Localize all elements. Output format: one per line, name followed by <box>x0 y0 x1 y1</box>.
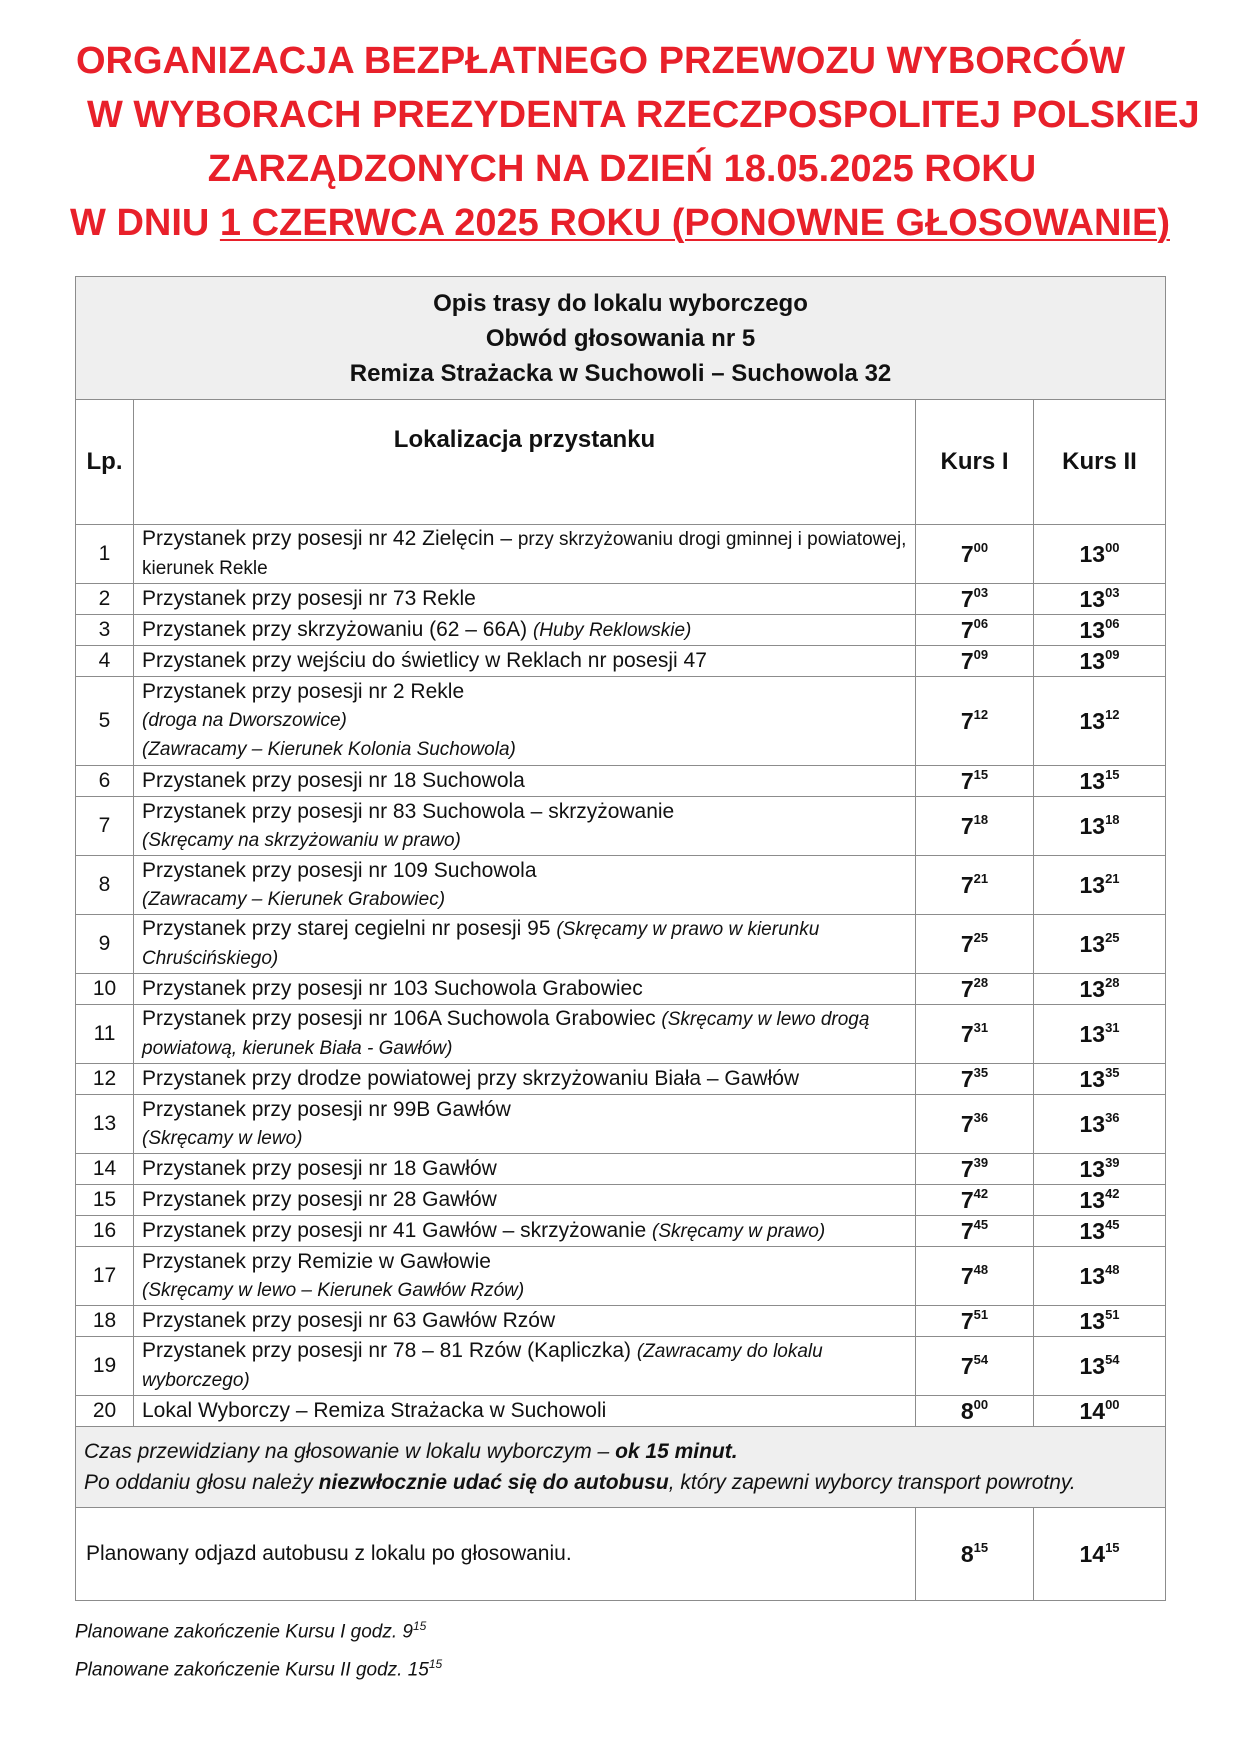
departure-label: Planowany odjazd autobusu z lokalu po głosowaniu. <box>76 1508 916 1601</box>
table-row <box>76 1064 1166 1095</box>
kurs-1-time <box>916 1306 1034 1337</box>
stop-name: Przystanek przy posesji nr 42 Zielęcin – <box>142 527 518 550</box>
kurs-2-time-minute: 35 <box>1105 1064 1120 1080</box>
departure-row <box>76 1508 1166 1601</box>
kurs-2-time-hour: 13 <box>1079 1065 1106 1092</box>
col-lp: Lp. <box>76 400 134 525</box>
stop-location <box>134 525 916 584</box>
kurs-2-time-hour: 13 <box>1079 1262 1106 1289</box>
kurs-2-time-minute: 36 <box>1105 1109 1120 1125</box>
return-note-bold: niezwłocznie udać się do autobusu <box>318 1471 669 1494</box>
footer-kurs-2-min: 15 <box>428 1657 443 1672</box>
kurs-2-time-hour: 13 <box>1079 540 1106 567</box>
kurs-1-time <box>916 974 1034 1005</box>
kurs-1-time <box>916 856 1034 915</box>
stop-direction-note: (Skręcamy w lewo – Kierunek Gawłów Rzów) <box>142 1279 525 1301</box>
stop-name: Przystanek przy posesji nr 103 Suchowola Grabowiec <box>142 977 643 1000</box>
stop-direction-note: (Huby Reklowskie) <box>532 619 692 641</box>
kurs-1-time <box>916 1154 1034 1185</box>
row-number: 10 <box>76 974 134 1005</box>
row-number: 12 <box>76 1064 134 1095</box>
kurs-1-time-minute: 54 <box>973 1351 989 1367</box>
kurs-1-time-hour: 7 <box>960 647 974 674</box>
stop-location <box>134 797 916 856</box>
title-line-4 <box>0 196 1240 250</box>
stop-direction-note: (Skręcamy w lewo) <box>142 1127 303 1149</box>
kurs-1-time-minute: 15 <box>973 766 989 782</box>
kurs-1-time-hour: 7 <box>960 812 974 839</box>
table-row <box>76 1154 1166 1185</box>
table-row <box>76 1095 1166 1154</box>
row-number: 7 <box>76 797 134 856</box>
kurs-2-time-minute: 18 <box>1105 811 1120 827</box>
footer-kurs-1-text: Planowane zakończenie Kursu I godz. 9 <box>75 1621 413 1643</box>
return-note-prefix: Po oddaniu głosu należy <box>84 1471 319 1494</box>
kurs-2-time-hour: 13 <box>1079 1155 1106 1182</box>
kurs-1-time <box>916 646 1034 677</box>
stop-location <box>134 1185 916 1216</box>
stop-name: Lokal Wyborczy – Remiza Strażacka w Suchowoli <box>142 1399 607 1422</box>
column-header-row <box>76 400 1166 525</box>
stop-name: Przystanek przy wejściu do świetlicy w Reklach nr posesji 47 <box>142 649 707 672</box>
stop-name: Przystanek przy starej cegielni nr posesji 95 <box>142 917 557 940</box>
footer-kurs-2-end <box>75 1648 442 1686</box>
table-row <box>76 766 1166 797</box>
stop-direction-note: (Zawracamy do lokalu wyborczego) <box>142 1341 823 1391</box>
table-row <box>76 797 1166 856</box>
route-description <box>76 277 1166 400</box>
stop-name: Przystanek przy skrzyżowaniu (62 – 66A) <box>142 617 533 641</box>
kurs-2-time-hour: 14 <box>1079 1397 1106 1424</box>
kurs-1-time-hour: 7 <box>960 540 974 567</box>
kurs-2-time-minute: 48 <box>1105 1261 1120 1277</box>
row-number: 16 <box>76 1216 134 1247</box>
kurs-1-time <box>916 525 1034 584</box>
kurs-1-time-hour: 7 <box>960 1217 974 1244</box>
kurs-2-time <box>1034 525 1166 584</box>
stop-direction-note: (Skręcamy w prawo) <box>652 1220 826 1242</box>
stop-location <box>134 1095 916 1154</box>
stop-location <box>134 1306 916 1337</box>
kurs-1-time-minute: 18 <box>973 811 989 827</box>
kurs-2-time <box>1034 1216 1166 1247</box>
stop-location <box>134 615 916 646</box>
kurs-1-time-minute: 51 <box>973 1306 989 1322</box>
table-row <box>76 615 1166 646</box>
title-line-3: ZARZĄDZONYCH NA DZIEŃ 18.05.2025 ROKU <box>207 148 1037 190</box>
kurs-1-time-hour: 7 <box>960 1110 974 1137</box>
col-kurs-2: Kurs II <box>1034 400 1166 525</box>
table-row <box>76 1185 1166 1216</box>
row-number: 20 <box>76 1396 134 1427</box>
kurs-1-time-minute: 12 <box>973 706 989 722</box>
kurs-2-time <box>1034 1185 1166 1216</box>
stop-direction-note: (Skręcamy w prawo w kierunku Chruścińskiego) <box>142 919 820 969</box>
stop-name: Przystanek przy posesji nr 73 Rekle <box>142 587 476 610</box>
kurs-1-time-hour: 7 <box>960 1065 974 1092</box>
kurs-1-time-minute: 31 <box>973 1019 989 1035</box>
table-row <box>76 1337 1166 1396</box>
stop-location <box>134 974 916 1005</box>
voting-time-note <box>84 1436 1157 1467</box>
kurs-1-time-minute: 36 <box>973 1109 989 1125</box>
title-line-4-prefix: W DNIU <box>70 202 220 244</box>
row-number: 6 <box>76 766 134 797</box>
table-row <box>76 525 1166 584</box>
row-number: 17 <box>76 1247 134 1306</box>
kurs-1-time-hour: 7 <box>960 616 974 643</box>
departure-kurs-2-hour: 14 <box>1079 1540 1106 1567</box>
kurs-1-time <box>916 915 1034 974</box>
stop-location <box>134 915 916 974</box>
kurs-2-time-hour: 13 <box>1079 930 1106 957</box>
kurs-2-time <box>1034 615 1166 646</box>
district-number: Obwód głosowania nr 5 <box>485 324 756 352</box>
stop-direction-note: (Zawracamy – Kierunek Grabowiec) <box>142 888 446 910</box>
kurs-2-time-hour: 13 <box>1079 767 1106 794</box>
row-number: 18 <box>76 1306 134 1337</box>
kurs-2-time <box>1034 1337 1166 1396</box>
kurs-1-time-minute: 28 <box>973 974 989 990</box>
kurs-1-time-minute: 09 <box>973 646 989 662</box>
table-row <box>76 1306 1166 1337</box>
kurs-1-time-minute: 03 <box>973 584 989 600</box>
kurs-2-time-minute: 21 <box>1105 870 1120 886</box>
kurs-2-time-minute: 12 <box>1105 706 1120 722</box>
stop-location <box>134 1337 916 1396</box>
schedule-table <box>75 276 1166 1601</box>
kurs-1-time-minute: 00 <box>973 1396 989 1412</box>
kurs-2-time-minute: 25 <box>1105 929 1120 945</box>
kurs-2-time <box>1034 677 1166 766</box>
voting-time-value: ok 15 minut. <box>615 1440 738 1463</box>
kurs-2-time-hour: 13 <box>1079 616 1106 643</box>
table-row <box>76 974 1166 1005</box>
kurs-2-time-minute: 15 <box>1105 766 1120 782</box>
table-header-row <box>76 277 1166 400</box>
document-title <box>0 34 1240 250</box>
kurs-1-time <box>916 1064 1034 1095</box>
kurs-2-time-minute: 09 <box>1105 646 1120 662</box>
kurs-2-time <box>1034 915 1166 974</box>
stop-name: Przystanek przy posesji nr 2 Rekle <box>142 680 465 703</box>
stop-name: Przystanek przy Remizie w Gawłowie <box>142 1249 491 1273</box>
departure-kurs-1-minute: 15 <box>973 1539 989 1555</box>
table-row <box>76 677 1166 766</box>
kurs-2-time-minute: 00 <box>1105 1396 1120 1412</box>
stop-detail: przy skrzyżowaniu drogi gminnej i powiatowej, kierunek Rekle <box>142 529 907 579</box>
kurs-1-time-hour: 7 <box>960 767 974 794</box>
stop-location <box>134 1216 916 1247</box>
departure-kurs-2-minute: 15 <box>1105 1539 1120 1555</box>
kurs-2-time-hour: 13 <box>1079 1020 1106 1047</box>
row-number: 13 <box>76 1095 134 1154</box>
kurs-2-time <box>1034 584 1166 615</box>
kurs-1-time <box>916 1185 1034 1216</box>
kurs-1-time <box>916 1396 1034 1427</box>
stop-name: Przystanek przy posesji nr 28 Gawłów <box>142 1188 497 1211</box>
kurs-1-time <box>916 615 1034 646</box>
kurs-2-time <box>1034 856 1166 915</box>
kurs-2-time-minute: 31 <box>1105 1019 1120 1035</box>
stop-name: Przystanek przy posesji nr 63 Gawłów Rzów <box>142 1309 556 1332</box>
kurs-1-time-minute: 39 <box>973 1154 989 1170</box>
kurs-1-time <box>916 1005 1034 1064</box>
stop-location <box>134 1064 916 1095</box>
kurs-2-time-minute: 42 <box>1105 1185 1120 1201</box>
stop-location <box>134 584 916 615</box>
kurs-1-time-minute: 06 <box>973 615 989 631</box>
kurs-2-time <box>1034 974 1166 1005</box>
table-row <box>76 856 1166 915</box>
kurs-2-time-minute: 54 <box>1105 1351 1120 1367</box>
voting-note <box>76 1427 1166 1508</box>
voting-time-text: Czas przewidziany na głosowanie w lokalu wyborczym – <box>84 1440 616 1463</box>
kurs-2-time-hour: 13 <box>1079 1186 1106 1213</box>
stop-name: Przystanek przy drodze powiatowej przy skrzyżowaniu Biała – Gawłów <box>142 1067 800 1090</box>
kurs-2-time-minute: 28 <box>1105 974 1120 990</box>
kurs-2-time-hour: 13 <box>1079 585 1106 612</box>
kurs-1-time <box>916 584 1034 615</box>
title-line-1: ORGANIZACJA BEZPŁATNEGO PRZEWOZU WYBORCÓW <box>76 40 1126 82</box>
stop-direction-note: (droga na Dworszowice) <box>142 710 347 731</box>
kurs-1-time-hour: 7 <box>960 1155 974 1182</box>
table-row <box>76 1396 1166 1427</box>
stop-location <box>134 646 916 677</box>
kurs-2-time-hour: 13 <box>1079 812 1106 839</box>
kurs-2-time-hour: 13 <box>1079 1217 1106 1244</box>
footer-kurs-1-end <box>75 1610 442 1648</box>
stop-location <box>134 1005 916 1064</box>
kurs-1-time-hour: 7 <box>960 1020 974 1047</box>
row-number: 9 <box>76 915 134 974</box>
kurs-1-time <box>916 677 1034 766</box>
stop-location <box>134 1396 916 1427</box>
table-row <box>76 1247 1166 1306</box>
kurs-1-time-hour: 7 <box>960 930 974 957</box>
row-number: 2 <box>76 584 134 615</box>
kurs-1-time-hour: 7 <box>960 1352 974 1379</box>
kurs-1-time <box>916 797 1034 856</box>
col-location: Lokalizacja przystanku <box>134 400 916 525</box>
stop-name: Przystanek przy posesji nr 41 Gawłów – skrzyżowanie <box>142 1218 653 1242</box>
stop-direction-note: (Skręcamy na skrzyżowaniu w prawo) <box>142 829 461 851</box>
stop-location <box>134 1154 916 1185</box>
stop-name: Przystanek przy posesji nr 78 – 81 Rzów (Kapliczka) <box>142 1339 637 1362</box>
voting-note-row <box>76 1427 1166 1508</box>
row-number: 14 <box>76 1154 134 1185</box>
kurs-2-time-hour: 13 <box>1079 1307 1106 1334</box>
kurs-2-time-minute: 06 <box>1105 615 1120 631</box>
stop-location <box>134 677 916 766</box>
kurs-1-time-minute: 42 <box>973 1185 989 1201</box>
kurs-1-time-hour: 7 <box>960 1307 974 1334</box>
row-number: 11 <box>76 1005 134 1064</box>
kurs-1-time-hour: 7 <box>960 871 974 898</box>
kurs-1-time-hour: 7 <box>960 585 974 612</box>
kurs-2-time-hour: 13 <box>1079 1110 1106 1137</box>
kurs-2-time-hour: 13 <box>1079 871 1106 898</box>
stop-name: Przystanek przy posesji nr 83 Suchowola – skrzyżowanie <box>142 799 675 823</box>
kurs-2-time-minute: 39 <box>1105 1154 1120 1170</box>
footer-notes <box>75 1610 442 1687</box>
stop-name: Przystanek przy posesji nr 106A Suchowola Grabowiec <box>142 1007 662 1030</box>
kurs-2-time-minute: 45 <box>1105 1216 1120 1232</box>
return-note-suffix: , który zapewni wyborcy transport powrotny. <box>668 1471 1076 1494</box>
table-row <box>76 584 1166 615</box>
kurs-2-time <box>1034 1154 1166 1185</box>
kurs-2-time <box>1034 1005 1166 1064</box>
kurs-2-time-minute: 03 <box>1105 584 1120 600</box>
stop-name: Przystanek przy posesji nr 18 Suchowola <box>142 769 525 792</box>
polling-place: Remiza Strażacka w Suchowoli – Suchowola 32 <box>349 359 892 387</box>
stop-direction-note: (Skręcamy w lewo drogą powiatową, kierunek Biała - Gawłów) <box>142 1009 870 1059</box>
kurs-2-time-hour: 13 <box>1079 707 1106 734</box>
kurs-1-time <box>916 1216 1034 1247</box>
footer-kurs-1-min: 15 <box>413 1619 427 1633</box>
route-title: Opis trasy do lokalu wyborczego <box>433 289 808 317</box>
col-kurs-1: Kurs I <box>916 400 1034 525</box>
departure-kurs-1 <box>916 1508 1034 1601</box>
kurs-1-time-minute: 45 <box>973 1216 989 1232</box>
kurs-1-time-minute: 00 <box>973 539 989 555</box>
stop-location <box>134 856 916 915</box>
kurs-2-time-minute: 00 <box>1105 539 1120 555</box>
kurs-2-time <box>1034 646 1166 677</box>
kurs-2-time-minute: 51 <box>1105 1306 1120 1322</box>
stop-name: Przystanek przy posesji nr 18 Gawłów <box>142 1157 497 1180</box>
kurs-1-time <box>916 1095 1034 1154</box>
kurs-2-time <box>1034 1306 1166 1337</box>
row-number: 3 <box>76 615 134 646</box>
stop-location <box>134 766 916 797</box>
row-number: 5 <box>76 677 134 766</box>
footer-kurs-2-text: Planowane zakończenie Kursu II godz. 15 <box>75 1659 429 1681</box>
row-number: 19 <box>76 1337 134 1396</box>
stop-direction-note-2: (Zawracamy – Kierunek Kolonia Suchowola) <box>142 739 516 760</box>
kurs-2-time-hour: 13 <box>1079 647 1106 674</box>
kurs-2-time <box>1034 1396 1166 1427</box>
kurs-1-time-hour: 7 <box>960 975 974 1002</box>
stop-name: Przystanek przy posesji nr 109 Suchowola <box>142 858 537 882</box>
kurs-2-time <box>1034 797 1166 856</box>
departure-kurs-1-hour: 8 <box>960 1540 974 1567</box>
kurs-2-time <box>1034 1064 1166 1095</box>
row-number: 15 <box>76 1185 134 1216</box>
kurs-2-time <box>1034 1247 1166 1306</box>
table-row <box>76 1216 1166 1247</box>
kurs-1-time-hour: 7 <box>960 1186 974 1213</box>
title-line-2: W WYBORACH PREZYDENTA RZECZPOSPOLITEJ POLSKIEJ <box>87 94 1200 136</box>
kurs-1-time-minute: 35 <box>973 1064 989 1080</box>
departure-kurs-2 <box>1034 1508 1166 1601</box>
row-number: 1 <box>76 525 134 584</box>
kurs-2-time <box>1034 1095 1166 1154</box>
kurs-1-time-hour: 8 <box>960 1397 974 1424</box>
kurs-1-time <box>916 1337 1034 1396</box>
kurs-1-time <box>916 766 1034 797</box>
table-row <box>76 646 1166 677</box>
kurs-1-time-hour: 7 <box>960 1262 974 1289</box>
row-number: 4 <box>76 646 134 677</box>
kurs-2-time-hour: 13 <box>1079 975 1106 1002</box>
kurs-1-time-minute: 48 <box>973 1261 989 1277</box>
return-note <box>84 1467 1157 1498</box>
stop-location <box>134 1247 916 1306</box>
row-number: 8 <box>76 856 134 915</box>
kurs-1-time-hour: 7 <box>960 707 974 734</box>
kurs-1-time-minute: 25 <box>973 929 989 945</box>
table-row <box>76 1005 1166 1064</box>
kurs-2-time-hour: 13 <box>1079 1352 1106 1379</box>
kurs-2-time <box>1034 766 1166 797</box>
stop-name: Przystanek przy posesji nr 99B Gawłów <box>142 1097 511 1121</box>
kurs-1-time <box>916 1247 1034 1306</box>
title-line-4-date: 1 CZERWCA 2025 ROKU (PONOWNE GŁOSOWANIE) <box>219 202 1170 244</box>
kurs-1-time-minute: 21 <box>973 870 989 886</box>
table-row <box>76 915 1166 974</box>
